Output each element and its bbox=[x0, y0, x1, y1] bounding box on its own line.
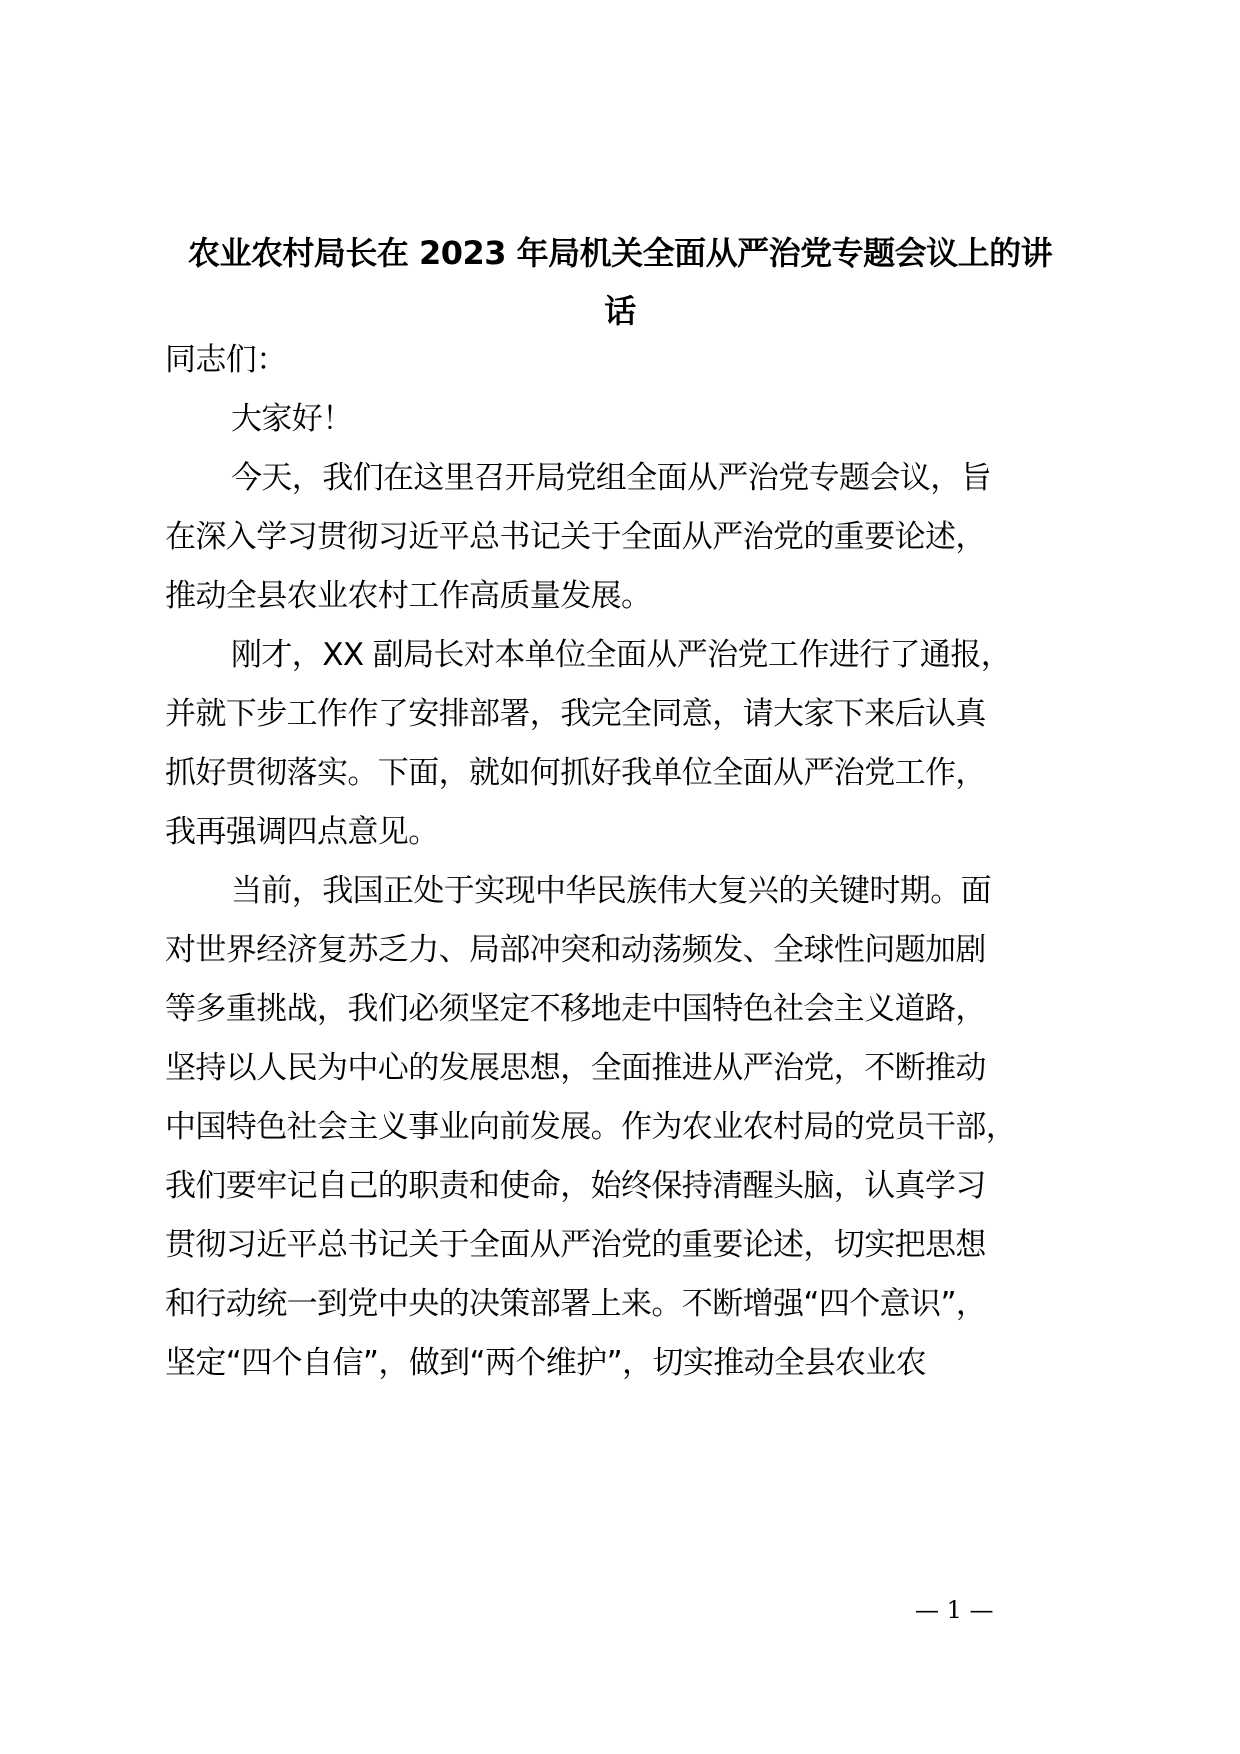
body-line: 中国特色社会主义事业向前发展。作为农业农村局的党员干部， bbox=[165, 1109, 1017, 1145]
body-line: 坚持以人民为中心的发展思想，全面推进从严治党，不断推动 bbox=[165, 1050, 986, 1086]
body-line: 抓好贯彻落实。下面，就如何抓好我单位全面从严治党工作， bbox=[165, 755, 986, 791]
salutation: 同志们： bbox=[165, 342, 287, 378]
document-title-line-1: 农业农村局长在 2023 年局机关全面从严治党专题会议上的讲 bbox=[187, 234, 1053, 272]
body-line: 推动全县农业农村工作高质量发展。 bbox=[165, 578, 652, 614]
body-line: 刚才，XX 副局长对本单位全面从严治党工作进行了通报， bbox=[231, 637, 1012, 673]
body-line: 贯彻习近平总书记关于全面从严治党的重要论述，切实把思想 bbox=[165, 1227, 986, 1263]
page-number: — 1 — bbox=[915, 1596, 994, 1624]
body-line: 在深入学习贯彻习近平总书记关于全面从严治党的重要论述， bbox=[165, 519, 986, 555]
body-line: 和行动统一到党中央的决策部署上来。不断增强“四个意识”， bbox=[165, 1286, 987, 1322]
body-line: 我再强调四点意见。 bbox=[165, 814, 439, 850]
body-line: 坚定“四个自信”，做到“两个维护”，切实推动全县农业农 bbox=[165, 1345, 927, 1381]
body-line: 并就下步工作作了安排部署，我完全同意，请大家下来后认真 bbox=[165, 696, 986, 732]
body-line: 等多重挑战，我们必须坚定不移地走中国特色社会主义道路， bbox=[165, 991, 986, 1027]
body-line: 大家好！ bbox=[231, 401, 353, 437]
body-line: 当前，我国正处于实现中华民族伟大复兴的关键时期。面 bbox=[231, 873, 991, 909]
body-line: 对世界经济复苏乏力、局部冲突和动荡频发、全球性问题加剧 bbox=[165, 932, 986, 968]
body-line: 今天，我们在这里召开局党组全面从严治党专题会议，旨 bbox=[231, 460, 991, 496]
document-title-line-2: 话 bbox=[604, 292, 636, 330]
body-line: 我们要牢记自己的职责和使命，始终保持清醒头脑，认真学习 bbox=[165, 1168, 986, 1204]
